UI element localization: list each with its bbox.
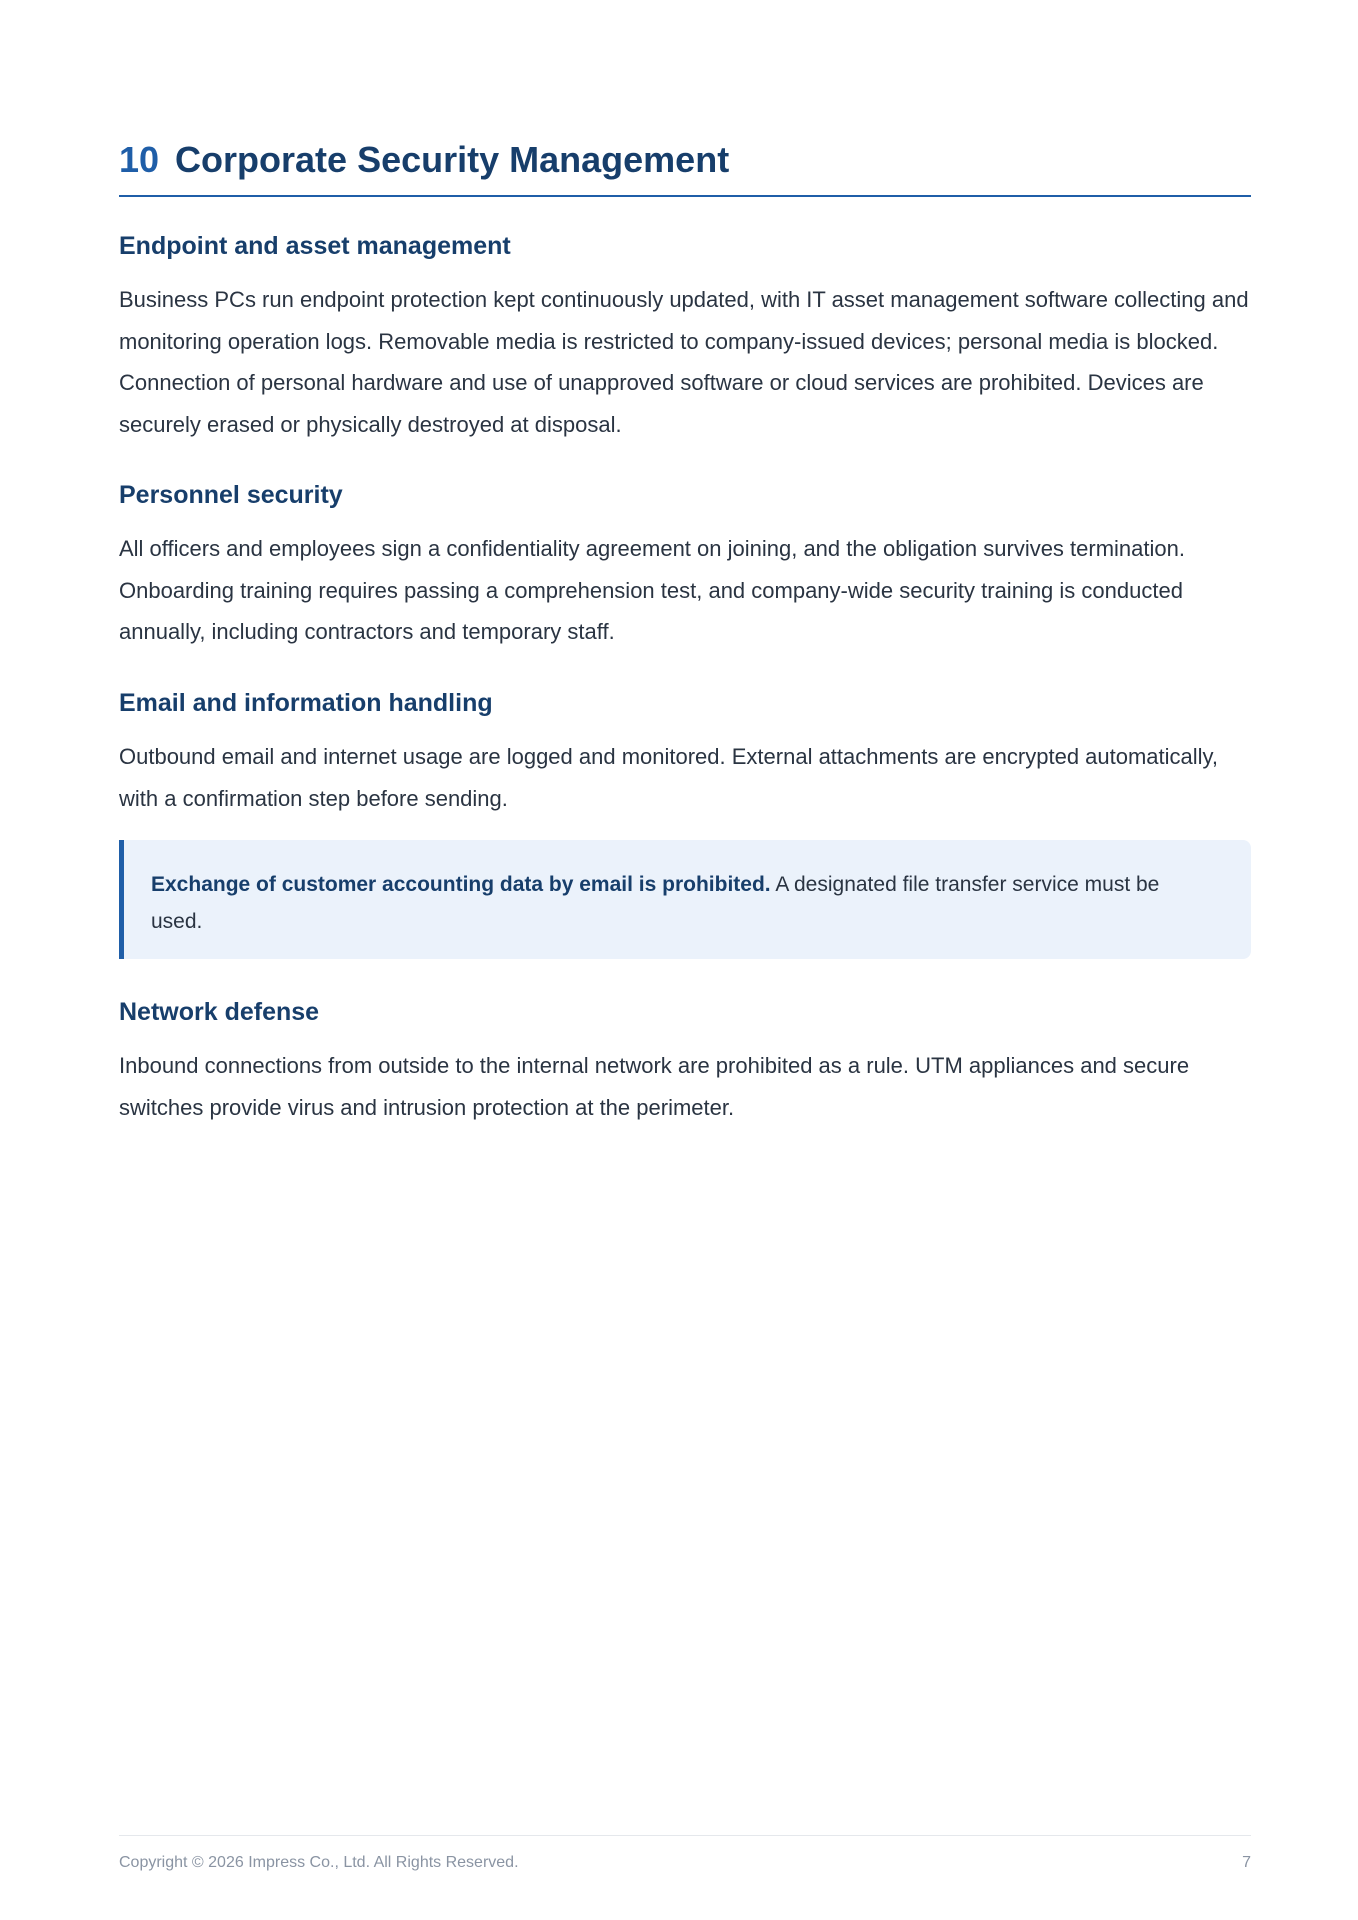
section-heading: Personnel security	[119, 481, 343, 509]
section-heading: Endpoint and asset management	[119, 232, 511, 260]
section-heading: Network defense	[119, 998, 320, 1026]
section-body: Outbound email and internet usage are logged and monitored. External attachments are encrypted automatically, with a confirmation step before sending.	[119, 744, 1219, 811]
section-personnel-security	[119, 478, 1251, 653]
callout-note	[119, 840, 1251, 959]
section-heading: Email and information handling	[119, 689, 493, 717]
section-email-information-handling	[119, 686, 1251, 819]
chapter-title: Corporate Security Management	[175, 139, 730, 180]
chapter-number: 10	[119, 139, 160, 180]
section-body: Inbound connections from outside to the internal network are prohibited as a rule. UTM appliances and secure switches provide virus and intrusion protection at the perimeter.	[119, 1053, 1190, 1120]
footer-divider	[119, 1835, 1251, 1836]
callout-text: A designated file transfer service must be used.	[151, 873, 1160, 933]
document-page	[119, 0, 1251, 1920]
footer-copyright: Copyright © 2026 Impress Co., Ltd. All Rights Reserved.	[119, 1854, 519, 1871]
section-body: All officers and employees sign a confidentiality agreement on joining, and the obligation survives termination. Onboarding training requires passing a comprehension test, and company-wide security training is conducted annually, including contractors and temporary staff.	[119, 536, 1185, 644]
chapter-heading	[119, 136, 1251, 184]
section-network-defense	[119, 995, 1251, 1128]
section-body: Business PCs run endpoint protection kept continuously updated, with IT asset management software collecting and monitoring operation logs. Removable media is restricted to company-issued devices; personal media is blocked. Connection of personal hardware and use of unapproved software or cloud services are prohibited. Devices are securely erased or physically destroyed at disposal.	[119, 287, 1249, 437]
chapter-divider	[119, 195, 1251, 197]
page-number: 7	[1242, 1854, 1251, 1871]
section-endpoint-asset-management	[119, 229, 1251, 445]
callout-emphasis: Exchange of customer accounting data by email is prohibited.	[151, 873, 771, 896]
